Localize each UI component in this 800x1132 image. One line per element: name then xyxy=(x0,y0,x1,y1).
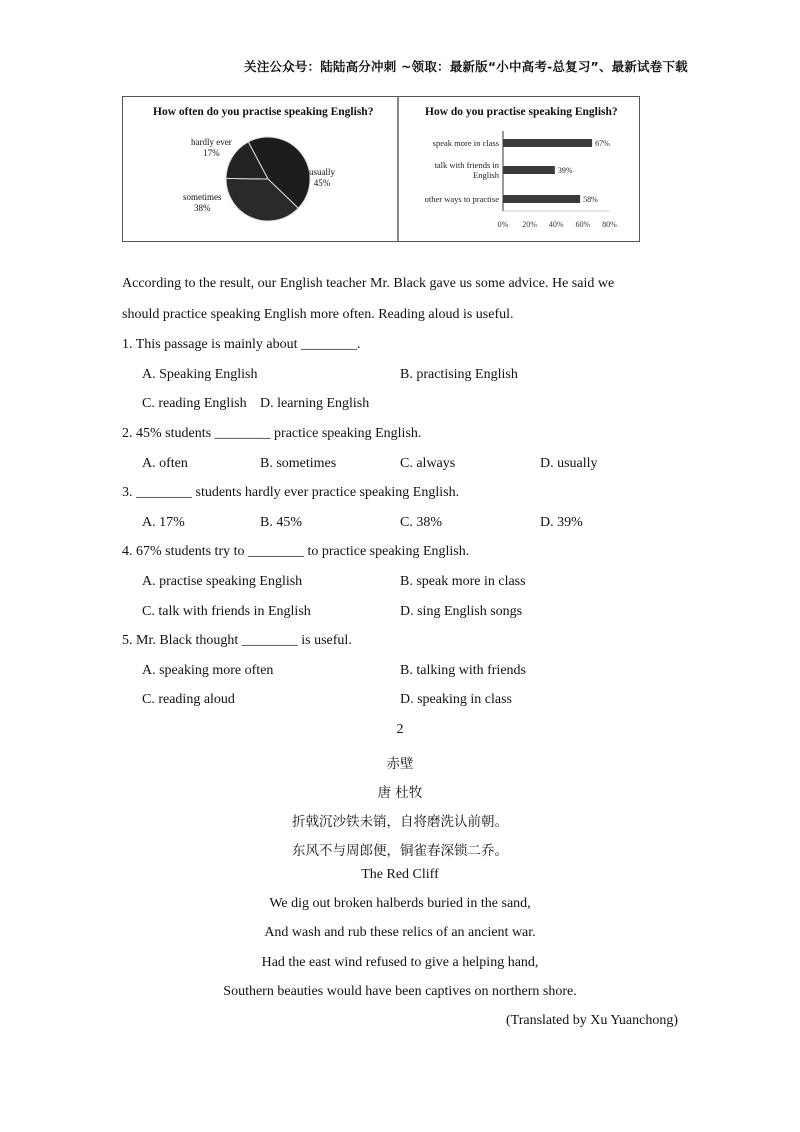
bar-chart-title: How do you practise speaking English? xyxy=(425,106,618,118)
question-4: 4. 67% students try to ________ to practice speaking English. xyxy=(122,544,470,559)
pie-label-hardly-ever-name: hardly ever xyxy=(191,137,232,147)
q2-option-c: C. always xyxy=(400,456,456,471)
pie-label-sometimes-name: sometimes xyxy=(183,192,222,202)
pie-label-usually xyxy=(309,167,335,189)
bar-x-tick-label: 80% xyxy=(602,220,617,229)
survey-figure xyxy=(122,96,640,242)
bar-x-tick-label: 20% xyxy=(522,220,537,229)
passage-line-1: According to the result, our English teacher Mr. Black gave us some advice. He said we xyxy=(122,276,615,291)
bar-3 xyxy=(503,195,580,203)
bar-category-label-2: English xyxy=(473,170,499,180)
q4-option-c: C. talk with friends in English xyxy=(142,604,311,619)
question-2: 2. 45% students ________ practice speaking English. xyxy=(122,426,422,441)
poem-line-en-2: And wash and rub these relics of an ancient war. xyxy=(264,925,536,940)
bar-x-tick-label: 40% xyxy=(548,220,564,229)
poem-line-en-1: We dig out broken halberds buried in the sand, xyxy=(269,896,531,911)
question-5: 5. Mr. Black thought ________ is useful. xyxy=(122,633,352,648)
q4-option-a: A. practise speaking English xyxy=(142,574,303,589)
bar-value-label-1: 67% xyxy=(595,139,610,148)
q3-option-a: A. 17% xyxy=(142,515,185,530)
poem-title-en: The Red Cliff xyxy=(361,867,439,882)
pie-chart-title: How often do you practise speaking English? xyxy=(153,106,374,118)
q1-option-d: D. learning English xyxy=(260,396,370,411)
bar-chart xyxy=(399,97,639,241)
q1-option-c: C. reading English xyxy=(142,396,247,411)
pie-label-usually-name: usually xyxy=(309,167,335,177)
q1-option-b: B. practising English xyxy=(400,367,518,382)
pie-chart xyxy=(123,97,397,241)
q2-option-d: D. usually xyxy=(540,456,598,471)
bar-x-tick-label: 0% xyxy=(497,220,509,229)
poem-line-en-4: Southern beauties would have been captives on northern shore. xyxy=(223,984,577,999)
bar-value-label-3: 58% xyxy=(583,195,598,204)
poem-line-cn-1: 折戟沉沙铁未销，自将磨洗认前朝。 xyxy=(292,814,508,830)
bar-x-tick-label: 60% xyxy=(575,220,591,229)
bar-2 xyxy=(503,166,555,174)
bar-1 xyxy=(503,139,592,147)
q5-option-a: A. speaking more often xyxy=(142,663,274,678)
q5-option-d: D. speaking in class xyxy=(400,692,512,707)
passage-line-2: should practice speaking English more often. Reading aloud is useful. xyxy=(122,307,514,322)
poem-line-en-3: Had the east wind refused to give a helping hand, xyxy=(261,955,539,970)
bar-category-label-1: speak more in class xyxy=(432,138,499,148)
q4-option-d: D. sing English songs xyxy=(400,604,523,619)
pie-label-usually-value: 45% xyxy=(313,178,331,188)
bar-category-label-3: other ways to practise xyxy=(424,194,499,204)
q3-option-c: C. 38% xyxy=(400,515,442,530)
section-number: 2 xyxy=(396,722,404,737)
q2-option-a: A. often xyxy=(142,456,188,471)
q1-option-a: A. Speaking English xyxy=(142,367,258,382)
pie-label-sometimes-value: 38% xyxy=(194,203,211,213)
pie-label-hardly-ever-value: 17% xyxy=(203,148,220,158)
question-1: 1. This passage is mainly about ________. xyxy=(122,337,361,352)
pie-label-hardly-ever xyxy=(191,137,232,159)
poem-line-cn-2: 东风不与周郎便，铜雀春深锁二乔。 xyxy=(292,843,508,859)
q3-option-d: D. 39% xyxy=(540,515,583,530)
bar-value-label-2: 39% xyxy=(557,166,573,175)
poem-title-cn: 赤壁 xyxy=(386,756,414,772)
q5-option-c: C. reading aloud xyxy=(142,692,235,707)
poem-author-cn: 唐 杜牧 xyxy=(377,785,423,801)
header-banner: 关注公众号：陆陆高分冲刺 ~领取：最新版“小中高考-总复习”、最新试卷下载 xyxy=(244,59,688,74)
q4-option-b: B. speak more in class xyxy=(400,574,526,589)
bar-category-label-2: talk with friends in xyxy=(434,160,499,170)
question-3: 3. ________ students hardly ever practice speaking English. xyxy=(122,485,460,500)
translator-credit: (Translated by Xu Yuanchong) xyxy=(506,1013,678,1028)
pie-label-sometimes xyxy=(183,192,222,214)
q5-option-b: B. talking with friends xyxy=(400,663,526,678)
q2-option-b: B. sometimes xyxy=(260,456,337,471)
q3-option-b: B. 45% xyxy=(260,515,302,530)
